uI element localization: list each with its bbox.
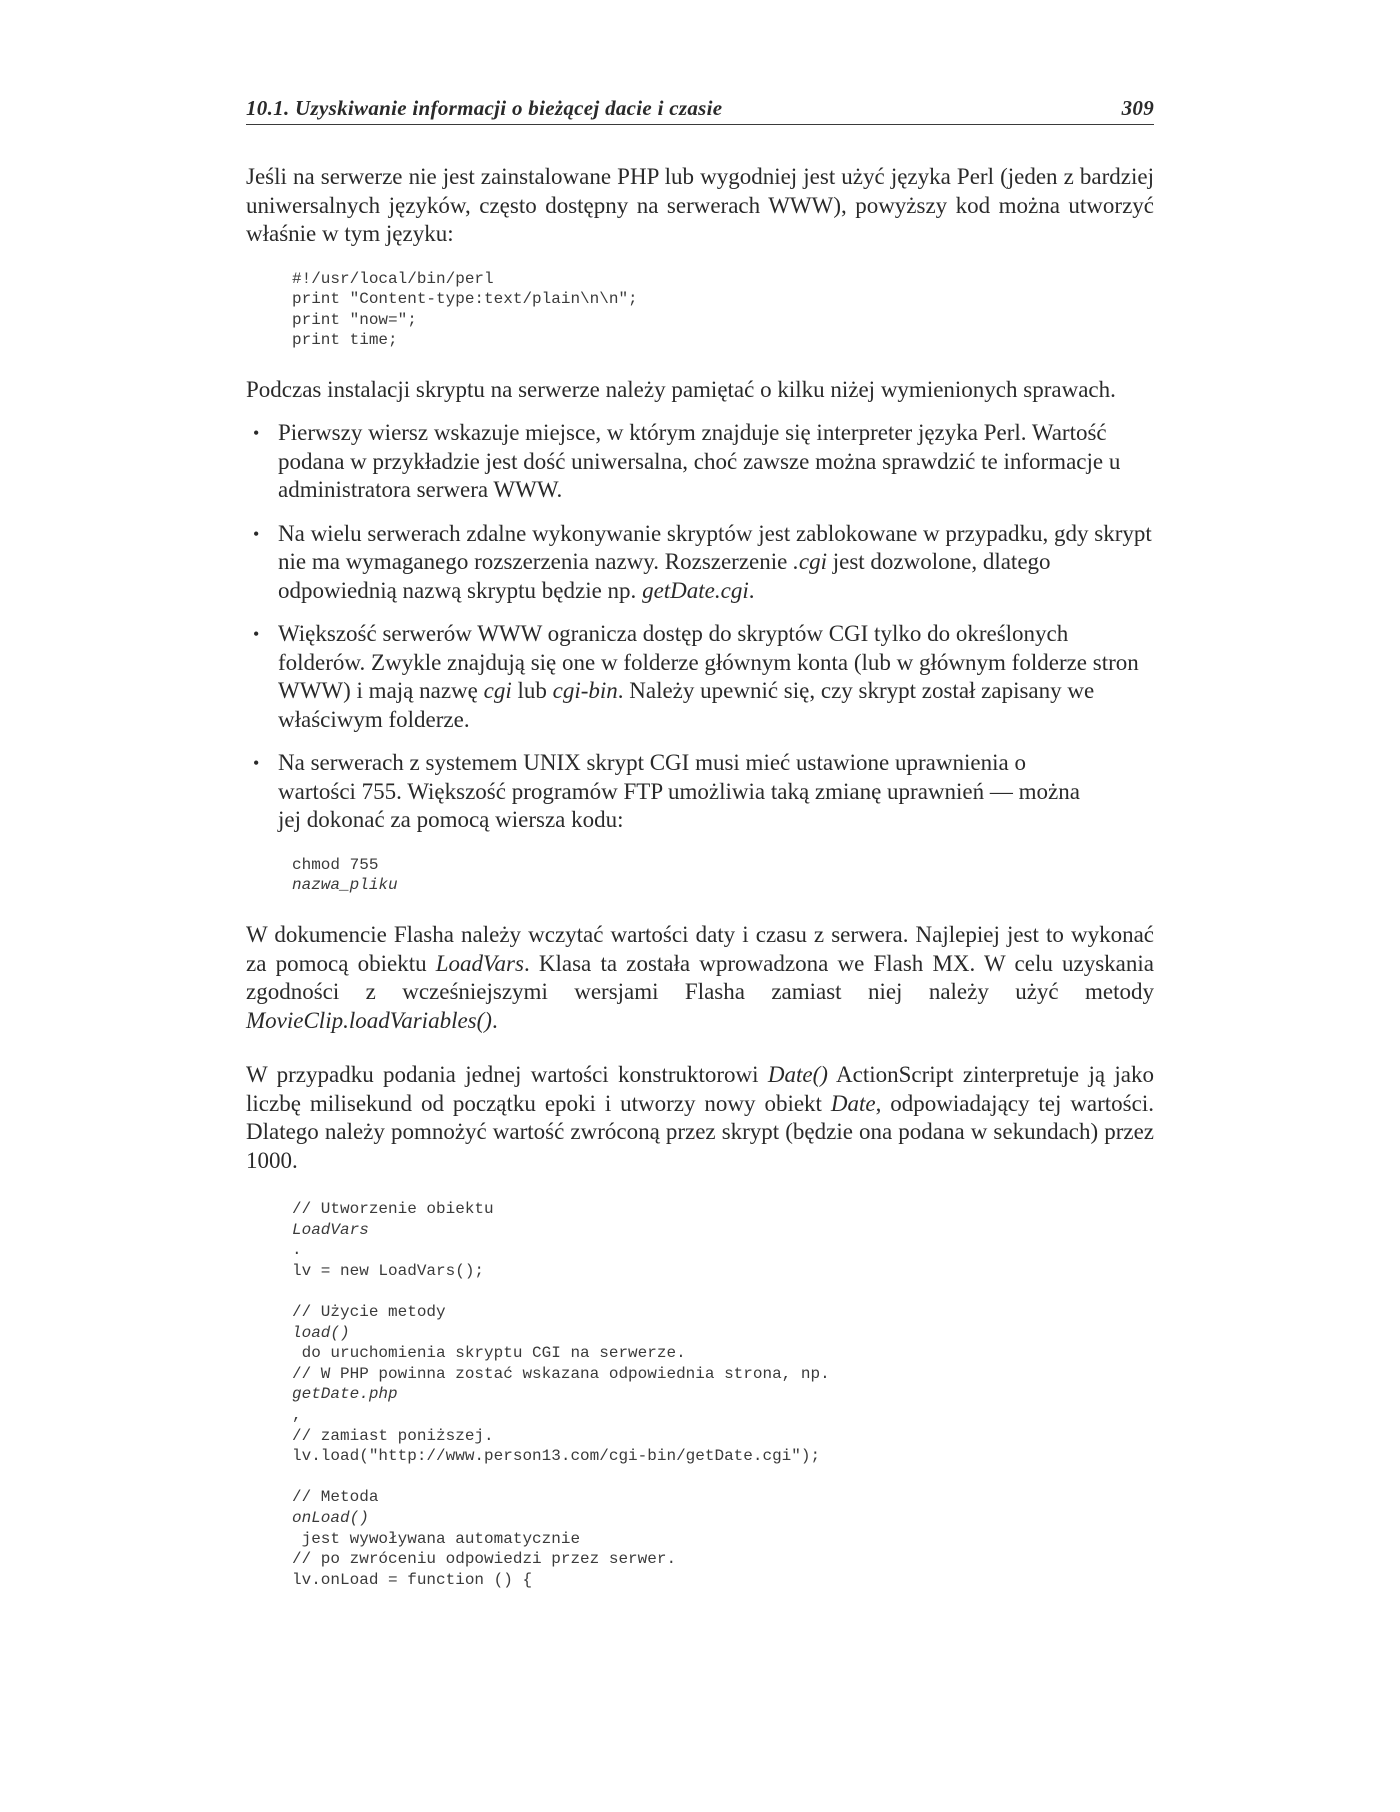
code-block-chmod (292, 855, 1154, 896)
list-item (246, 419, 1154, 505)
code-line: // po zwróceniu odpowiedzi przez serwer. (292, 1550, 677, 1569)
code-line-blank (292, 1281, 1154, 1302)
list-item-text: Pierwszy wiersz wskazuje miejsce, w którym znajduje się interpreter języka Perl. Wartość podana w przykładzie jest dość uniwersalna, choć zawsze można sprawdzić te informacje u administratora serwera WWW. (278, 420, 1121, 503)
bullet-marker: • (253, 753, 260, 774)
bullet-marker: • (253, 523, 260, 544)
extension-name: .cgi (793, 549, 827, 575)
install-notes-list (246, 419, 1154, 835)
list-item-text: Na serwerach z systemem UNIX skrypt CGI musi mieć ustawione uprawnienia o wartości 755. Większość programów FTP umożliwia taką zmianę uprawnień — można jej dokonać za pomocą wiersza kodu: (278, 750, 1080, 833)
code-line: // zamiast poniższej. (292, 1426, 494, 1445)
paragraph-flash-loadvars: W dokumencie Flasha należy wczytać wartości daty i czasu z serwera. Najlepiej jest to wykonać za pomocą obiektu LoadVars. Klasa ta została wprowadzona we Flash MX. W celu uzyskania zgodności z wcześniejszymi wersjami Flasha zamiast niej należy użyć metody MovieClip.loadVariables(). (246, 922, 1154, 1033)
page-body (246, 163, 1154, 1590)
code-line-blank (292, 1467, 1154, 1488)
file-name: getDate.cgi (642, 577, 749, 603)
page-number: 309 (1121, 96, 1154, 120)
list-item-text: Na wielu serwerach zdalne wykonywanie skryptów jest zablokowane w przypadku, gdy skrypt nie ma wymaganego rozszerzenia nazwy. Rozszerzenie .cgi jest dozwolone, dlatego odpowiednią nazwą skryptu będzie np. getDate.cgi. (278, 520, 1152, 603)
code-line: // Użycie metody load() do uruchomienia skryptu CGI na serwerze. (292, 1303, 686, 1363)
folder-name: cgi-bin (552, 678, 618, 704)
code-line: // Metoda onLoad() jest wywoływana automatycznie (292, 1488, 581, 1548)
bullet-marker: • (253, 624, 260, 645)
code-line: chmod 755 nazwa_pliku (292, 855, 398, 895)
code-line: // Utworzenie obiektu LoadVars . (292, 1200, 504, 1260)
running-header (246, 96, 1154, 125)
list-item (246, 520, 1154, 606)
code-line: // W PHP powinna zostać wskazana odpowiednia strona, np. getDate.php , (292, 1364, 840, 1424)
code-line: lv.onLoad = function () { (292, 1570, 533, 1589)
paragraph-perl-intro: Jeśli na serwerze nie jest zainstalowane PHP lub wygodniej jest użyć języka Perl (jeden z bardziej uniwersalnych języków, często dostępny na serwerach WWW), powyższy kod można utworzyć właśnie w tym języku: (246, 164, 1154, 246)
paragraph-install-notes: Podczas instalacji skryptu na serwerze należy pamiętać o kilku niżej wymienionych sprawach. (246, 376, 1116, 402)
paragraph-date-constructor: W przypadku podania jednej wartości konstruktorowi Date() ActionScript zinterpretuje ją jako liczbę milisekund od początku epoki i utworzy nowy obiekt Date, odpowiadający tej wartości. Dlatego należy pomnożyć wartość zwróconą przez skrypt (będzie ona podana w sekundach) przez 1000. (246, 1062, 1154, 1173)
code-line: print "Content-type:text/plain\n\n"; (292, 290, 638, 309)
list-item (246, 749, 1154, 835)
code-line: lv.load("http://www.person13.com/cgi-bin/getDate.cgi"); (292, 1447, 821, 1466)
code-line: print time; (292, 331, 398, 350)
code-line: print "now="; (292, 310, 417, 329)
code-block-actionscript (292, 1199, 1154, 1590)
code-line: #!/usr/local/bin/perl (292, 269, 494, 288)
section-title: 10.1. Uzyskiwanie informacji o bieżącej dacie i czasie (246, 96, 723, 120)
list-item (246, 620, 1154, 734)
list-item-text: Większość serwerów WWW ogranicza dostęp do skryptów CGI tylko do określonych folderów. Zwykle znajdują się one w folderze głównym konta (lub w głównym folderze stron WWW) i mają nazwę cgi lub cgi-bin. Należy upewnić się, czy skrypt został zapisany we właściwym folderze. (278, 621, 1139, 732)
bullet-marker: • (253, 423, 260, 444)
code-line: lv = new LoadVars(); (292, 1261, 485, 1280)
folder-name: cgi (483, 678, 512, 704)
code-block-perl (292, 269, 1154, 351)
